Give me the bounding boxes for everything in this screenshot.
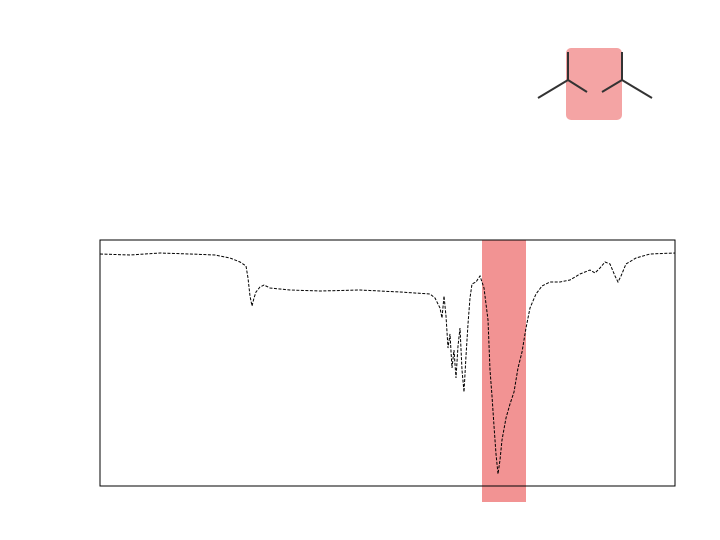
bond-right-methyl — [622, 80, 652, 98]
bond-left-methyl — [538, 80, 568, 98]
strong-band-highlight — [482, 240, 526, 502]
spectrum-frame — [100, 240, 675, 486]
ir-spectrum — [80, 228, 685, 510]
molecule-structure — [530, 46, 660, 126]
transmittance-trace — [100, 253, 675, 474]
